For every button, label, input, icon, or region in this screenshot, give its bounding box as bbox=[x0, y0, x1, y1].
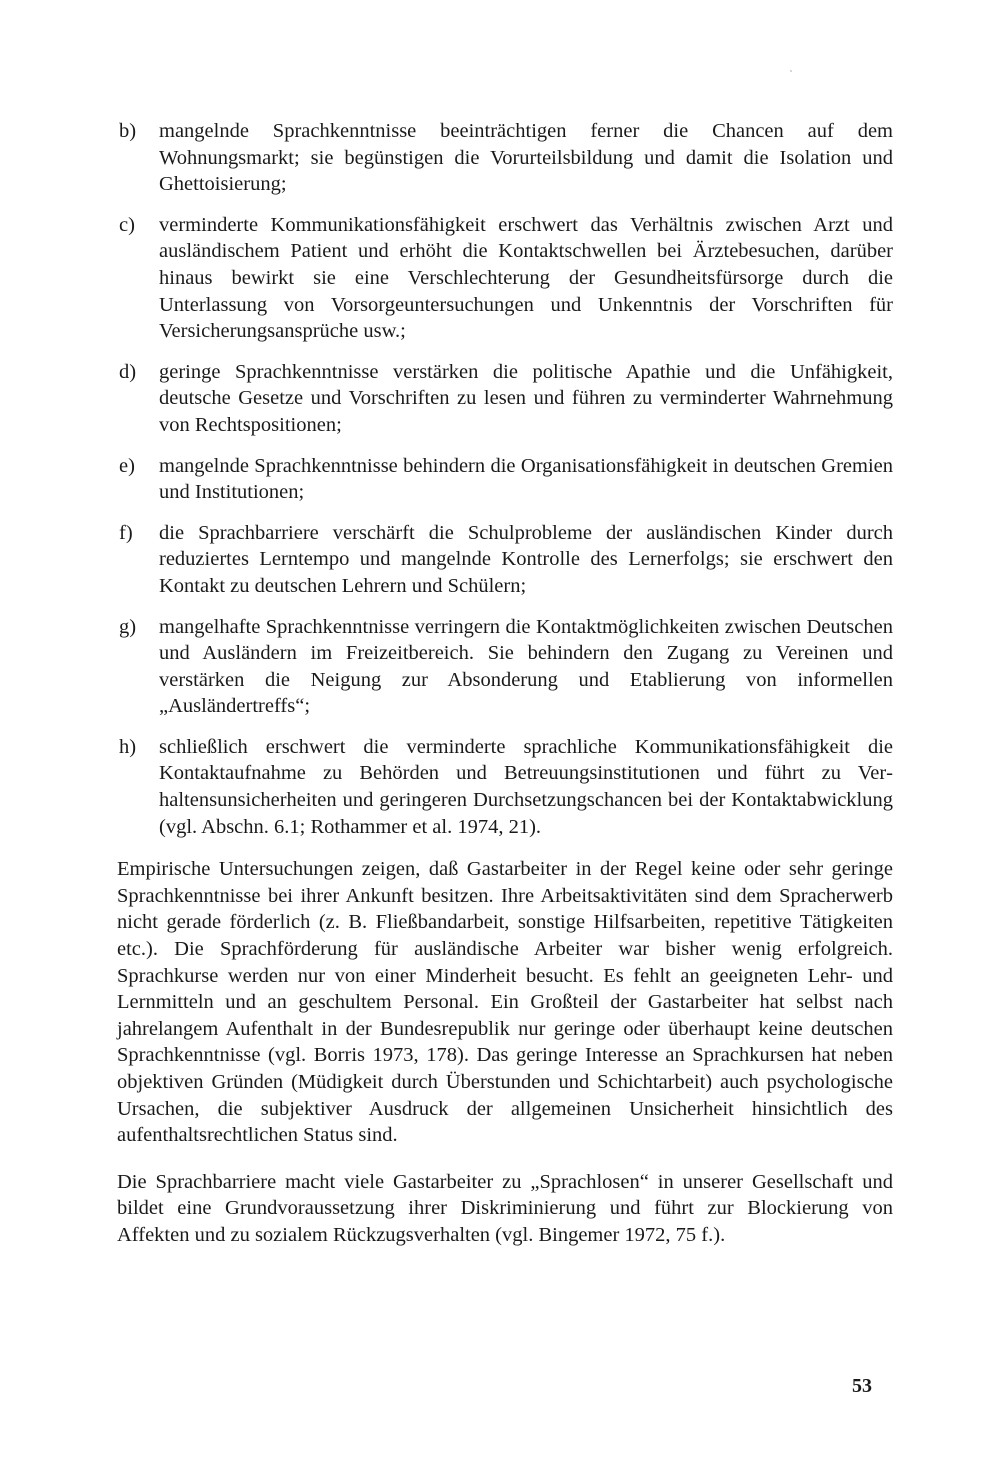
list-item-text: geringe Sprachkenntnisse verstärken die politische Apathie und die Unfähigkeit, deutsche Gesetze und Vorschriften zu lesen und führen zu verminderter Wahrnehmung von Rechtspositionen; bbox=[159, 360, 893, 436]
list-item-f bbox=[117, 520, 893, 600]
body-paragraph-language-barrier: Die Sprachbarriere macht viele Gastarbeiter zu „Sprachlosen“ in unserer Gesellschaft und bildet eine Grundvoraussetzung ihrer Diskriminierung und führt zur Blockierung von Affekten und zu sozialem Rückzugsverhalten (vgl. Bingemer 1972, 75 f.). bbox=[117, 1170, 893, 1246]
list-marker: f) bbox=[119, 521, 133, 544]
scan-artifact bbox=[790, 70, 792, 72]
list-item-text: schließlich erschwert die verminderte sprachliche Kommunikationsfähigkeit die Kontaktaufnahme zu Behörden und Betreuungsinstitutionen und führt zu Verhaltensunsicherheiten und geringeren Durchsetzungschancen bei der Kontaktabwicklung (vgl. Abschn. 6.1; Rothammer et al. 1974, 21). bbox=[159, 735, 893, 838]
list-marker: g) bbox=[119, 615, 137, 638]
list-marker: c) bbox=[119, 213, 135, 236]
list-item-e bbox=[117, 453, 893, 506]
body-paragraph-empirical-studies: Empirische Untersuchungen zeigen, daß Gastarbeiter in der Regel keine oder sehr geringe Sprachkenntnisse bei ihrer Ankunft besitzen. Ihre Arbeitsaktivitäten sind dem Spracherwerb nicht gerade förderlich (z. B. Fließbandarbeit, sonstige Hilfsarbeiten, repetitive Tätigkeiten etc.). Die Sprachförderung für ausländische Arbeiter war bisher wenig erfolgreich. Sprachkurse werden nur von einer Minderheit besucht. Es fehlt an geeigneten Lehr- und Lernmitteln und an geschultem Personal. Ein Großteil der Gastarbeiter hat selbst nach jahrelangem Aufenthalt in der Bundesrepublik nur geringe oder überhaupt keine deutschen Sprachkenntnisse (vgl. Borris 1973, 178). Das geringe Interesse an Sprachkursen hat neben objektiven Gründen (Müdigkeit durch Überstunden und Schichtarbeit) auch psychologische Ursachen, die subjektiver Ausdruck der allgemeinen Unsicherheit hinsichtlich des aufenthaltsrechtlichen Status sind. bbox=[117, 858, 893, 1147]
page-body bbox=[117, 118, 893, 1263]
list-item-text: mangelnde Sprachkenntnisse beeinträchtigen ferner die Chancen auf dem Wohnungsmarkt; sie begünstigen die Vorurteilsbildung und damit die Isolation und Ghettoisierung; bbox=[159, 120, 893, 196]
list-item-text: mangelnde Sprachkenntnisse behindern die Organisationsfähigkeit in deutschen Gremien und Institutionen; bbox=[159, 454, 893, 504]
list-marker: d) bbox=[119, 360, 137, 383]
list-item-text: die Sprachbarriere verschärft die Schulprobleme der ausländischen Kinder durch reduziertes Lerntempo und mangelnde Kontrolle des Lernerfolgs; sie erschwert den Kontakt zu deutschen Lehrern und Schülern; bbox=[159, 521, 893, 597]
list-item-h bbox=[117, 734, 893, 840]
list-marker: b) bbox=[119, 120, 137, 142]
list-item-text: mangelhafte Sprachkenntnisse verringern die Kontaktmöglichkeiten zwischen Deutschen und Ausländern im Freizeitbereich. Sie behindern den Zugang zu Vereinen und verstärken die Neigung zur Absonderung und Etablierung von informellen „Ausländertreffs“; bbox=[159, 615, 893, 718]
list-marker: e) bbox=[119, 454, 135, 477]
list-item-b bbox=[117, 118, 893, 198]
list-item-d bbox=[117, 359, 893, 439]
list-marker: h) bbox=[119, 735, 137, 758]
page-number: 53 bbox=[852, 1375, 872, 1397]
list-item-text: verminderte Kommunikationsfähigkeit erschwert das Verhältnis zwischen Arzt und ausländischem Patient und erhöht die Kontaktschwellen bei Ärztebesuchen, darüber hinaus bewirkt sie eine Verschlechterung der Gesundheitsfürsorge durch die Unterlassung von Vorsorgeuntersuchungen und Unkenntnis der Vorschriften für Versicherungsansprüche usw.; bbox=[159, 213, 893, 343]
list-item-c bbox=[117, 212, 893, 345]
list-item-g bbox=[117, 614, 893, 720]
